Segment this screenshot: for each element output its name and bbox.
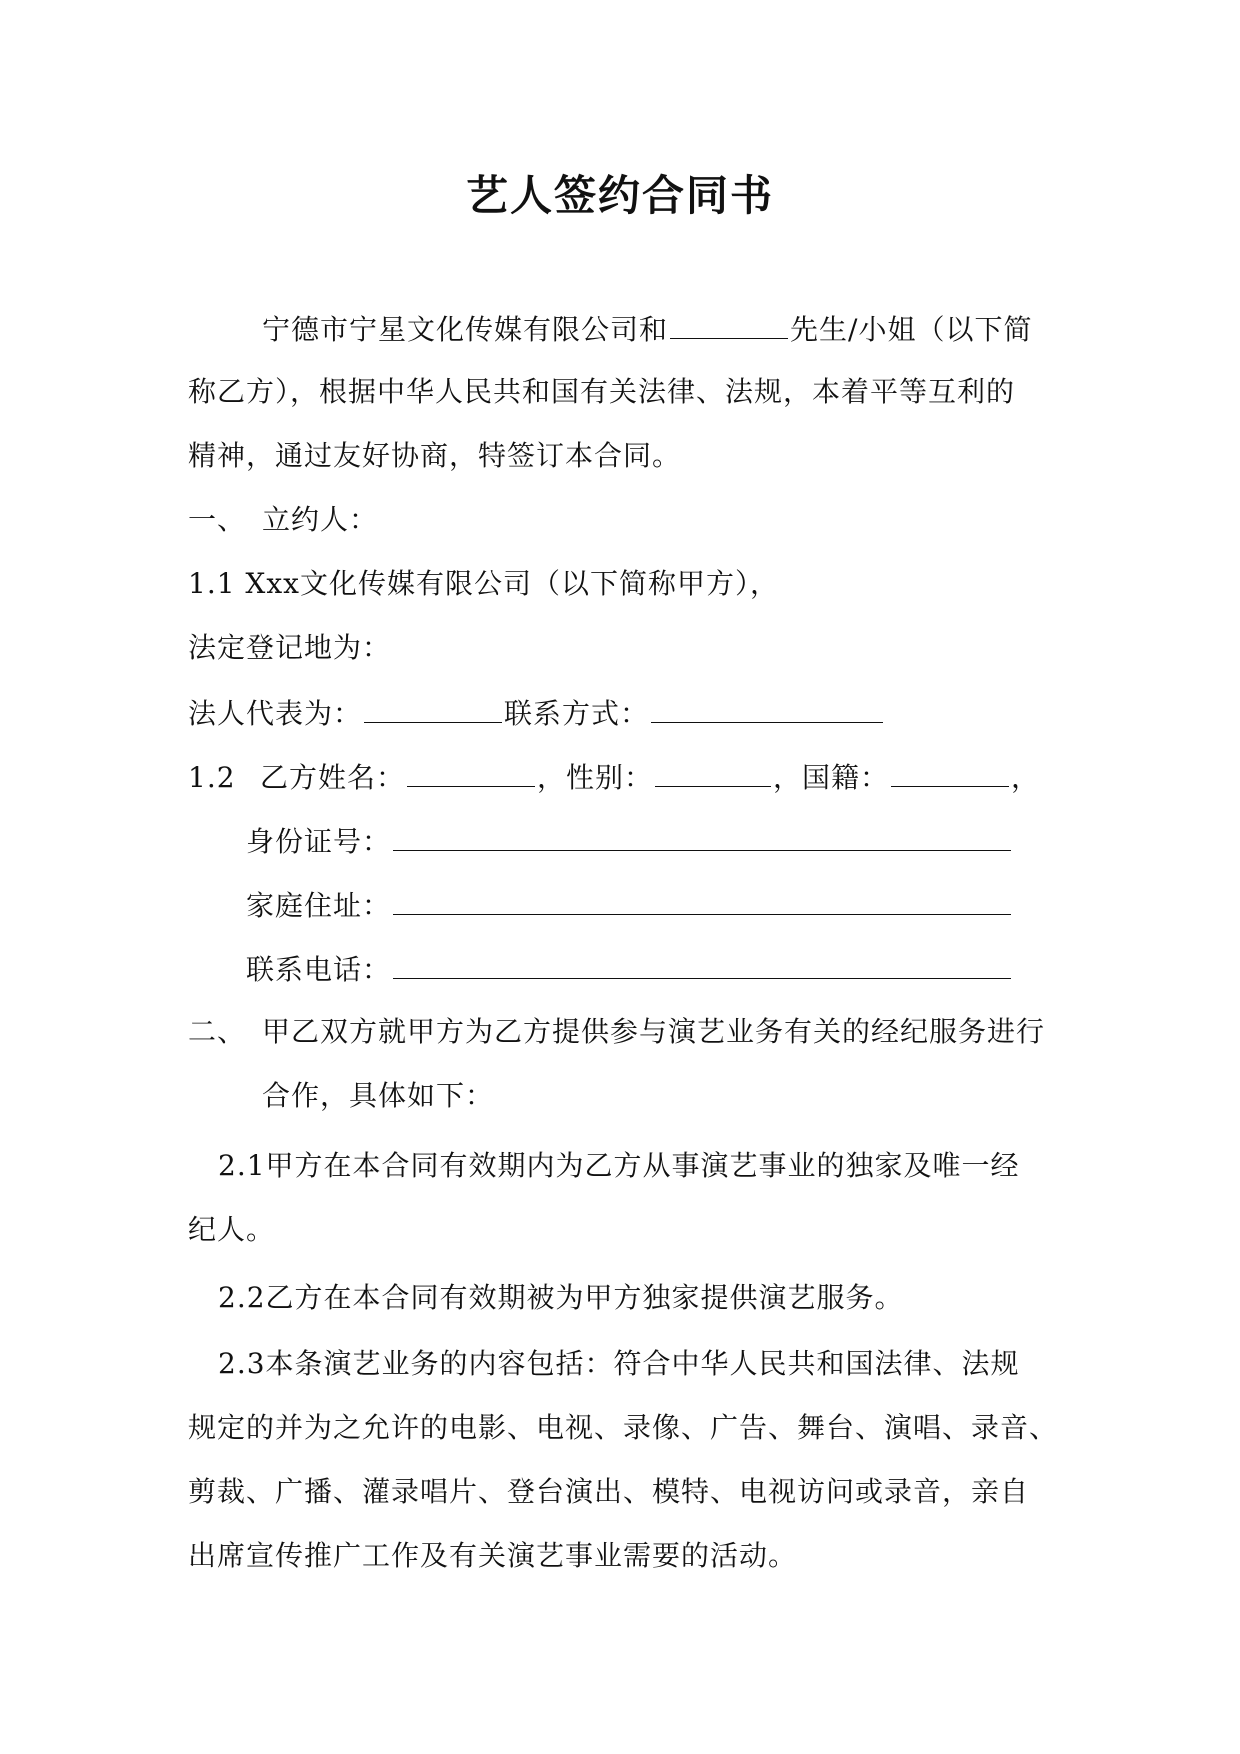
section-2-title-line-1: 甲乙双方就甲方为乙方提供参与演艺业务有关的经纪服务进行 [262, 1015, 1046, 1048]
trailing-comma: ， [1011, 761, 1041, 794]
gender-blank[interactable] [655, 756, 771, 787]
home-address-blank[interactable] [393, 884, 1011, 915]
id-number-line [246, 820, 1013, 862]
intro-line-2: 称乙方），根据中华人民共和国有关法律、法规，本着平等互利的 [188, 375, 1016, 408]
section-1-heading [188, 500, 378, 540]
section-1-title: 立约人： [262, 503, 379, 536]
clause-1-2-number: 1.2 [188, 761, 236, 794]
gender-label: ，性别： [537, 761, 654, 794]
clause-2-2: 2.2乙方在本合同有效期被为甲方独家提供演艺服务。 [218, 1281, 904, 1314]
contact-method-label: 联系方式： [504, 697, 650, 730]
clause-2-1-line-1: 2.1甲方在本合同有效期内为乙方从事演艺事业的独家及唯一经 [218, 1149, 1020, 1182]
legal-representative-line [188, 692, 885, 734]
document-title: 艺人签约合同书 [465, 171, 774, 220]
section-1-number: 一、 [188, 503, 247, 536]
clause-2-3-line-4: 出席宣传推广工作及有关演艺事业需要的活动。 [188, 1539, 798, 1572]
party-b-name-label: 乙方姓名： [260, 761, 406, 794]
home-address-label: 家庭住址： [246, 889, 392, 922]
intro-line-3: 精神，通过友好协商，特签订本合同。 [188, 439, 682, 472]
nationality-blank[interactable] [891, 756, 1009, 787]
section-2-heading [188, 1012, 1045, 1052]
clause-2-3-line-2: 规定的并为之允许的电影、电视、录像、广告、舞台、演唱、录音、 [188, 1411, 1059, 1444]
nationality-label: ，国籍： [773, 761, 890, 794]
home-address-line [246, 884, 1013, 926]
partner-name-blank[interactable] [670, 308, 788, 339]
clause-2-3-line-1: 2.3本条演艺业务的内容包括：符合中华人民共和国法律、法规 [218, 1347, 1020, 1380]
section-2-number: 二、 [188, 1015, 247, 1048]
intro-text-a: 宁德市宁星文化传媒有限公司和 [262, 313, 669, 346]
legal-rep-blank[interactable] [364, 692, 502, 723]
intro-text-b: 先生/小姐（以下简 [790, 313, 1033, 346]
contact-method-blank[interactable] [651, 692, 883, 723]
phone-blank[interactable] [393, 948, 1011, 979]
phone-label: 联系电话： [246, 953, 392, 986]
party-b-name-blank[interactable] [407, 756, 535, 787]
phone-line [246, 948, 1013, 990]
section-2-title-line-2: 合作，具体如下： [262, 1079, 495, 1112]
intro-line-1 [262, 308, 1032, 350]
clause-2-1-line-2: 纪人。 [188, 1213, 276, 1246]
clause-1-2 [188, 756, 1040, 798]
legal-rep-label: 法人代表为： [188, 697, 363, 730]
clause-2-3-line-3: 剪裁、广播、灌录唱片、登台演出、模特、电视访问或录音，亲自 [188, 1475, 1030, 1508]
registered-address-label: 法定登记地为： [188, 631, 392, 664]
clause-1-1: 1.1 Xxx文化传媒有限公司（以下简称甲方）， [188, 567, 779, 600]
id-number-label: 身份证号： [246, 825, 392, 858]
id-number-blank[interactable] [393, 820, 1011, 851]
